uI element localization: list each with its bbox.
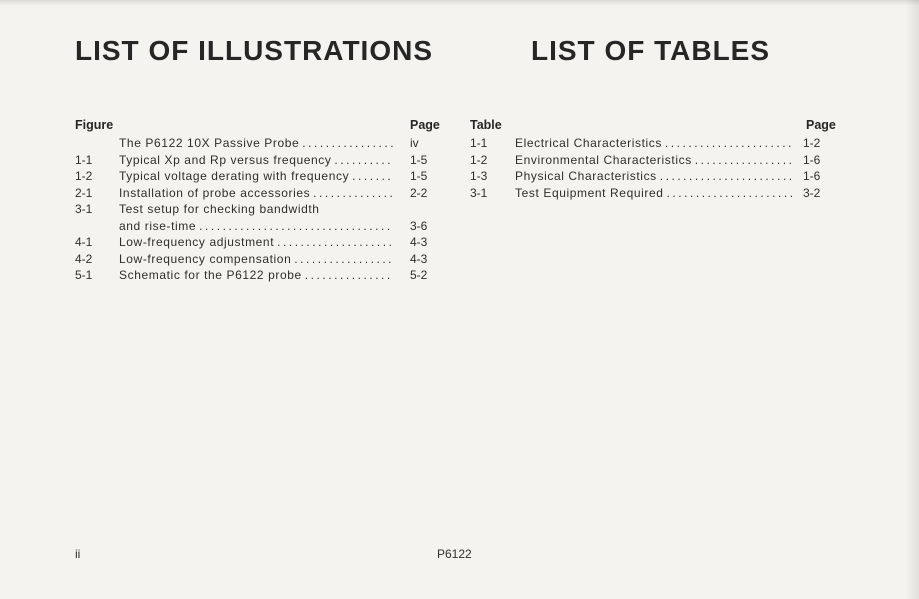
table-entry	[470, 152, 840, 168]
table-entry-number: 3-1	[470, 185, 488, 200]
table-entry-leader-dots	[657, 169, 792, 183]
illustration-entry-caption	[119, 185, 393, 201]
illustration-entry-leader-dots	[196, 219, 393, 233]
illustration-entry-page: 1-5	[410, 152, 428, 167]
illustration-entry-caption	[119, 152, 393, 168]
table-entry-caption	[515, 185, 792, 201]
table-entry	[470, 185, 840, 201]
illustration-entry-text: Low-frequency adjustment	[119, 235, 275, 249]
table-entry-text: Environmental Characteristics	[515, 152, 692, 167]
illustration-entry-text: and rise-time	[119, 218, 197, 233]
illustration-entry-caption	[119, 201, 433, 217]
illustration-entry-text: Typical Xp and Rp versus frequency	[119, 152, 332, 167]
table-entry-page: 3-2	[803, 185, 821, 200]
illustration-entry-page: 1-5	[410, 169, 428, 183]
page-edge-shadow	[905, 0, 919, 599]
illustration-entry-caption	[119, 218, 393, 234]
illustration-entry-text: Low-frequency compensation	[119, 251, 292, 266]
tables-title: LIST OF TABLES	[531, 35, 771, 66]
illustration-entry	[75, 185, 445, 201]
illustration-entry	[75, 168, 445, 184]
illustration-entry	[75, 218, 445, 234]
table-entry-text: Physical Characteristics	[515, 169, 657, 183]
illustration-entry-text: Installation of probe accessories	[119, 185, 311, 200]
table-entry-leader-dots	[664, 186, 792, 200]
illustration-entry-number: 1-1	[75, 152, 93, 167]
table-entry-caption	[515, 135, 792, 151]
illustrations-title: LIST OF ILLUSTRATIONS	[75, 35, 434, 66]
table-column-header: Table	[470, 118, 502, 132]
table-entry-page: 1-6	[803, 169, 821, 183]
illustration-entry-number: 4-2	[75, 251, 93, 266]
table-entry-number: 1-2	[470, 152, 488, 167]
table-entry-leader-dots	[692, 153, 792, 167]
illustration-entry	[75, 201, 445, 217]
footer-model: P6122	[437, 547, 472, 561]
illustration-entry-page: 5-2	[410, 268, 428, 282]
illustration-entry-leader-dots	[299, 136, 393, 150]
illustration-entry-caption	[119, 135, 393, 151]
table-entry-number: 1-1	[470, 136, 488, 150]
table-entry-text: Electrical Characteristics	[515, 136, 662, 150]
illustration-entry-leader-dots	[349, 169, 393, 183]
illustration-entry-leader-dots	[274, 235, 393, 249]
illustration-entry-number: 3-1	[75, 202, 93, 216]
illustration-entry-page: 4-3	[410, 235, 428, 249]
illustration-entry-leader-dots	[302, 268, 393, 282]
illustration-entry-leader-dots	[310, 186, 393, 200]
illustration-entry	[75, 135, 445, 151]
illustration-entry-caption	[119, 251, 393, 267]
illustration-entry-page: 2-2	[410, 185, 428, 200]
illustration-entry	[75, 152, 445, 168]
illustration-entry-page: 3-6	[410, 218, 428, 233]
figure-column-header: Figure	[75, 118, 114, 132]
illustration-entry-text: The P6122 10X Passive Probe	[119, 136, 300, 150]
table-entry	[470, 135, 840, 151]
illustration-entry-page: iv	[410, 136, 419, 150]
tables-page-column-header: Page	[806, 118, 836, 132]
table-entry	[470, 168, 840, 184]
page-top-shadow	[0, 0, 919, 6]
illustrations-page-column-header: Page	[410, 118, 440, 132]
illustration-entry-number: 1-2	[75, 169, 93, 183]
illustration-entry-number: 5-1	[75, 268, 93, 282]
illustration-entry	[75, 234, 445, 250]
illustration-entry-number: 2-1	[75, 185, 93, 200]
table-entry-page: 1-2	[803, 136, 821, 150]
table-entry-number: 1-3	[470, 169, 488, 183]
illustration-entry-text: Test setup for checking bandwidth	[119, 202, 320, 216]
illustration-entry-leader-dots	[332, 153, 394, 167]
illustration-entry-number: 4-1	[75, 235, 93, 249]
illustration-entry	[75, 267, 445, 283]
table-entry-caption	[515, 168, 792, 184]
page-number: ii	[75, 547, 81, 561]
illustration-entry-caption	[119, 234, 393, 250]
table-entry-page: 1-6	[803, 152, 821, 167]
illustration-entry-caption	[119, 168, 393, 184]
illustration-entry-leader-dots	[291, 252, 393, 266]
illustration-entry-text: Typical voltage derating with frequency	[119, 169, 350, 183]
table-entry-caption	[515, 152, 792, 168]
illustration-entry-text: Schematic for the P6122 probe	[119, 268, 302, 282]
illustration-entry-caption	[119, 267, 393, 283]
illustration-entry	[75, 251, 445, 267]
table-entry-text: Test Equipment Required	[515, 185, 664, 200]
table-entry-leader-dots	[662, 136, 792, 150]
illustration-entry-page: 4-3	[410, 251, 428, 266]
